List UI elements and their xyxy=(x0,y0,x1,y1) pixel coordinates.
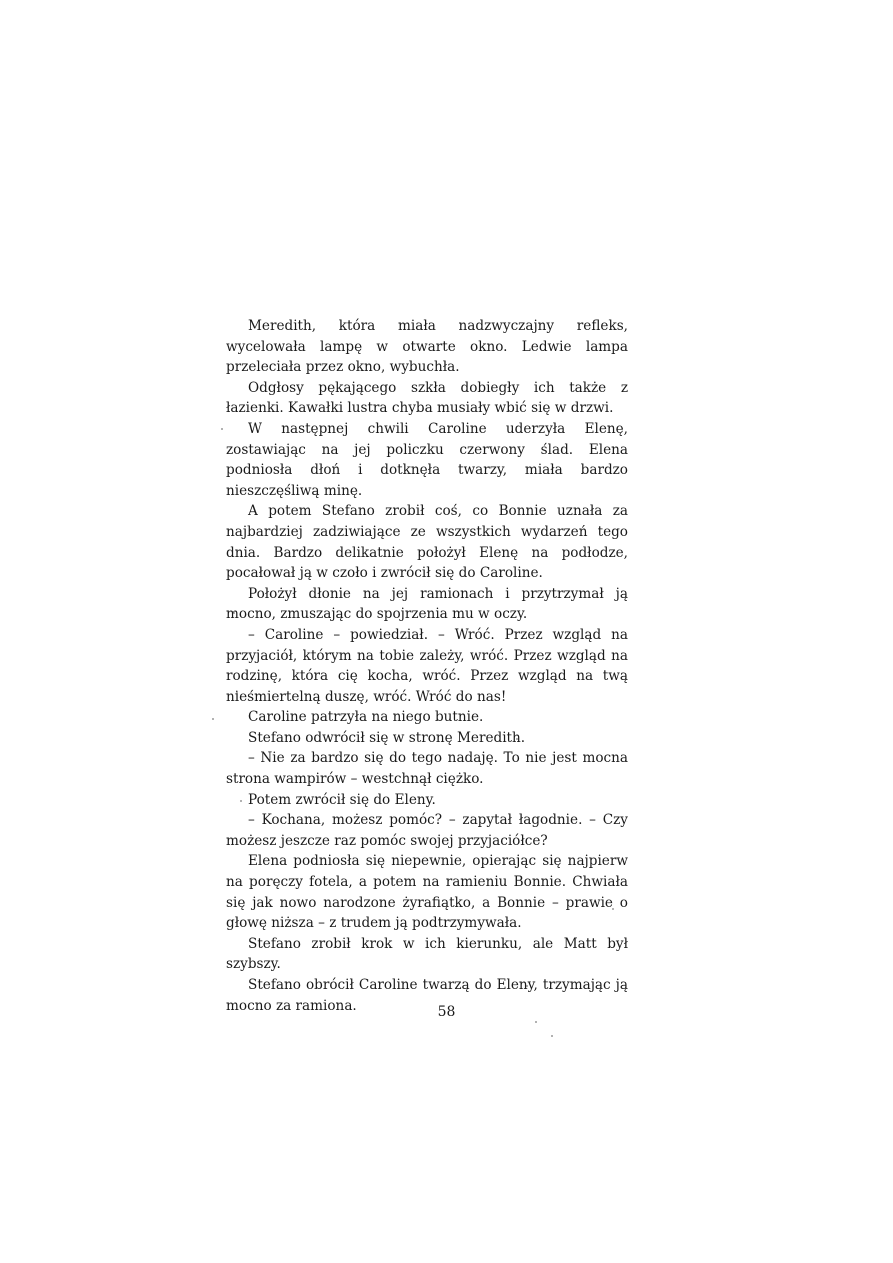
paragraph: – Nie za bardzo się do tego nadaję. To nie jest mocna strona wampirów – westchnął ciężko. xyxy=(226,750,628,788)
scan-speck xyxy=(221,428,223,430)
paragraph: A potem Stefano zrobił coś, co Bonnie uznała za najbardziej zadziwiające ze wszystkich wydarzeń tego dnia. Bardzo delikatnie położył Elenę na podłodze, pocałował ją w czoło i zwrócił się do Caroline. xyxy=(226,503,628,582)
paragraph: Stefano zrobił krok w ich kierunku, ale Matt był szybszy. xyxy=(226,935,628,973)
paragraph: Stefano odwrócił się w stronę Meredith. xyxy=(248,729,526,746)
scan-speck xyxy=(551,1035,553,1037)
paragraph: Położył dłonie na jej ramionach i przytrzymał ją mocno, zmuszając do spojrzenia mu w oczy. xyxy=(226,585,628,623)
body-text xyxy=(226,316,628,1016)
paragraph: Elena podniosła się niepewnie, opierając się najpierw na poręczy fotela, a potem na ramieniu Bonnie. Chwiała się jak nowo narodzone żyrafiątko, a Bonnie – prawie o głowę niższa – z trudem ją podtrzymywała. xyxy=(226,853,628,932)
paragraph: – Kochana, możesz pomóc? – zapytał łagodnie. – Czy możesz jeszcze raz pomóc swojej przyjaciółce? xyxy=(226,812,628,849)
paragraph: Odgłosy pękającego szkła dobiegły ich także z łazienki. Kawałki lustra chyba musiały wbić się w drzwi. xyxy=(226,379,628,417)
paragraph: W następnej chwili Caroline uderzyła Elenę, zostawiając na jej policzku czerwony ślad. Elena podniosła dłoń i dotknęła twarzy, miała bardzo nieszczęśliwą minę. xyxy=(226,420,628,499)
paragraph: – Caroline – powiedział. – Wróć. Przez wzgląd na przyjaciół, którym na tobie zależy, wróć. Przez wzgląd na rodzinę, która cię kocha, wróć. Przez wzgląd na twą nieśmiertelną duszę, wróć. Wróć do nas! xyxy=(226,626,628,705)
scan-speck xyxy=(535,1021,537,1023)
paragraph: Stefano obrócił Caroline twarzą do Eleny, trzymając ją mocno za ramiona. xyxy=(226,977,628,1014)
paragraph: Meredith, która miała nadzwyczajny refleks, wycelowała lampę w otwarte okno. Ledwie lampa przeleciała przez okno, wybuchła. xyxy=(226,318,628,376)
scan-speck xyxy=(212,718,214,720)
paragraph: Potem zwrócił się do Eleny. xyxy=(248,791,436,808)
page-number: 58 xyxy=(437,1004,456,1020)
paragraph: Caroline patrzyła na niego butnie. xyxy=(248,709,484,726)
